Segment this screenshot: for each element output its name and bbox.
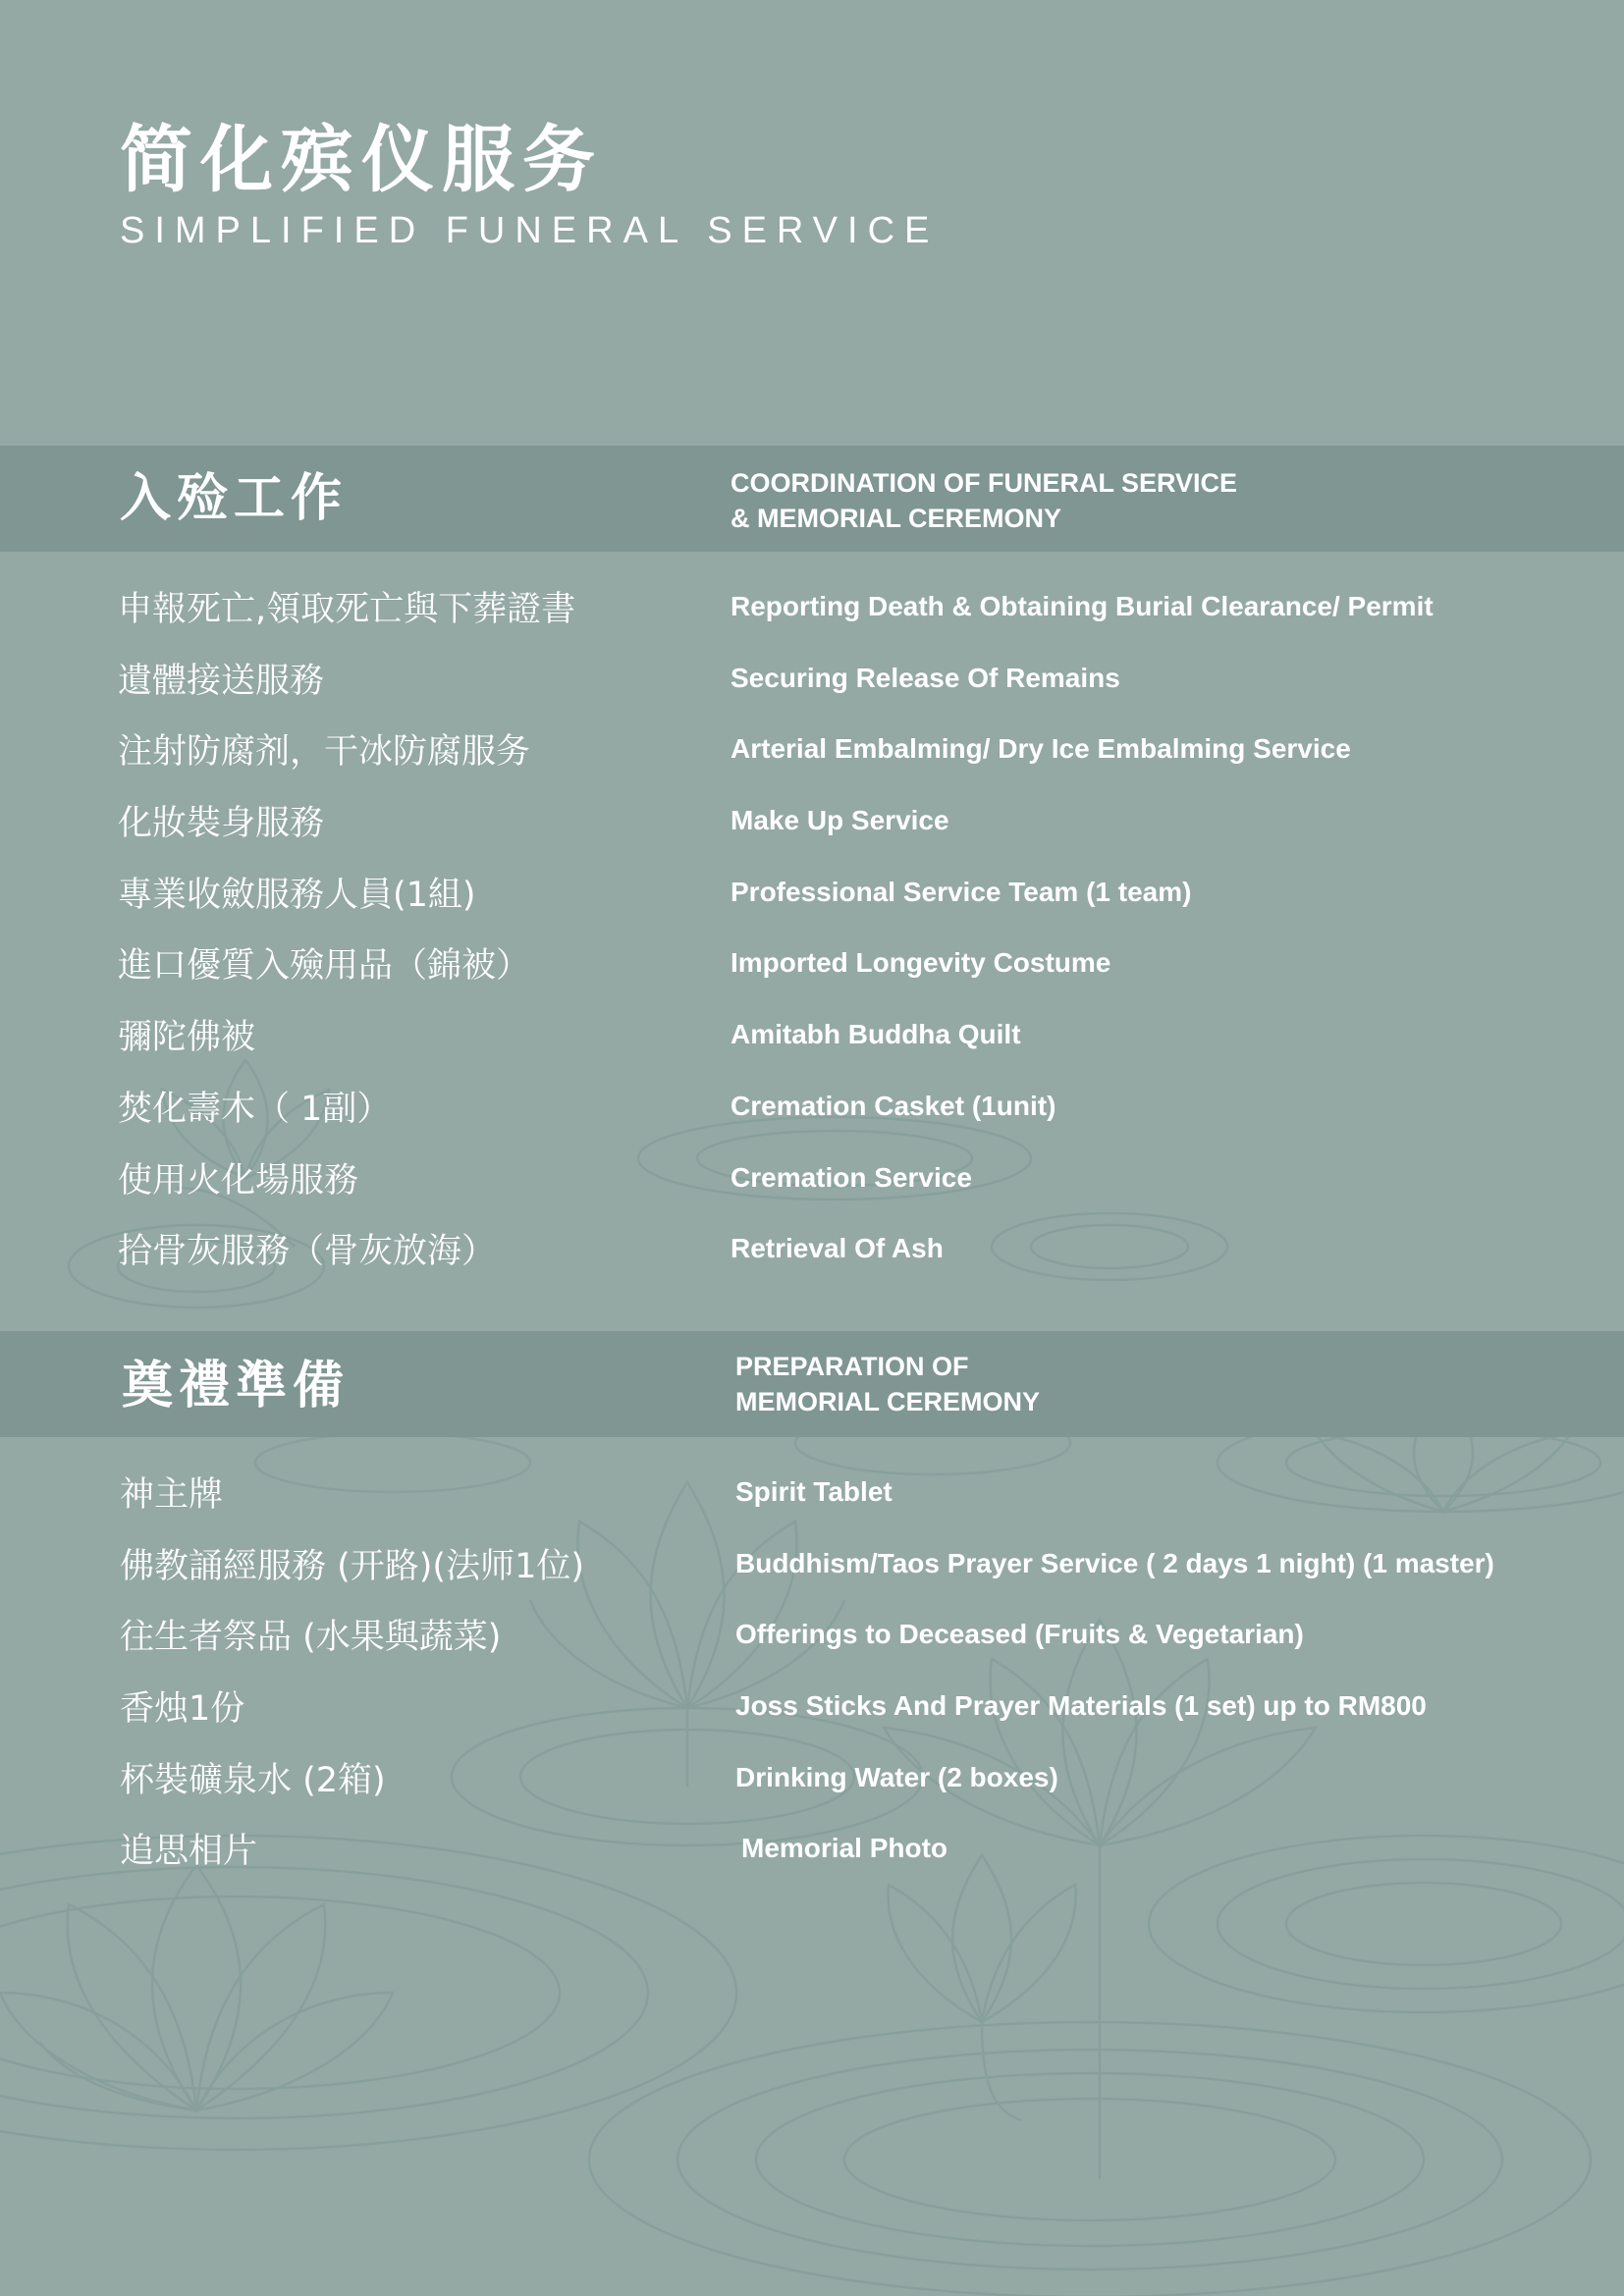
list-item — [0, 875, 1624, 946]
service-name-english: Joss Sticks And Prayer Materials (1 set) up to RM800 — [735, 1690, 1427, 1722]
section-2-title-english — [735, 1349, 1040, 1419]
list-item — [0, 1760, 1624, 1832]
section-2-service-list — [0, 1474, 1624, 1902]
list-item — [0, 1617, 1624, 1688]
page-title-english: SIMPLIFIED FUNERAL SERVICE — [120, 210, 940, 251]
section-1-title-chinese: 入殓工作 — [120, 469, 349, 528]
service-name-chinese: 追思相片 — [120, 1832, 258, 1872]
service-name-chinese: 申報死亡,領取死亡與下葬證書 — [118, 590, 576, 629]
service-name-english: Cremation Casket (1unit) — [731, 1090, 1056, 1121]
list-item — [0, 589, 1624, 661]
service-name-chinese: 杯裝礦泉水 (2箱) — [120, 1760, 386, 1800]
list-item — [0, 661, 1624, 732]
list-item — [0, 1160, 1624, 1232]
list-item — [0, 1089, 1624, 1160]
list-item — [0, 1688, 1624, 1760]
service-name-chinese: 化妝裝身服務 — [118, 804, 325, 844]
service-name-english: Drinking Water (2 boxes) — [735, 1761, 1058, 1792]
service-name-english: Reporting Death & Obtaining Burial Clearance/ Permit — [731, 591, 1434, 621]
list-item — [0, 1831, 1624, 1902]
list-item — [0, 803, 1624, 875]
service-name-chinese: 遺體接送服務 — [118, 661, 325, 701]
service-name-chinese: 佛教誦經服務 (开路)(法师1位) — [120, 1546, 585, 1586]
service-name-english: Arterial Embalming/ Dry Ice Embalming Service — [731, 733, 1351, 765]
list-item — [0, 1474, 1624, 1546]
service-name-chinese: 專業收斂服務人員(1組) — [118, 875, 476, 915]
list-item — [0, 1546, 1624, 1618]
list-item — [0, 1017, 1624, 1089]
service-name-chinese: 焚化壽木（ 1副） — [118, 1089, 392, 1129]
page-title-chinese: 简化殡仪服务 — [120, 118, 603, 202]
service-name-english: Spirit Tablet — [735, 1476, 893, 1507]
section-2-title-english-line1: PREPARATION OF — [735, 1352, 969, 1381]
service-name-english: Securing Release Of Remains — [731, 662, 1120, 693]
section-1-title-english-line1: COORDINATION OF FUNERAL SERVICE — [731, 468, 1238, 498]
service-name-english: Buddhism/Taos Prayer Service ( 2 days 1 night) (1 master) — [735, 1547, 1494, 1578]
service-name-chinese: 香烛1份 — [120, 1689, 245, 1730]
service-name-english: Retrieval Of Ash — [731, 1233, 944, 1264]
service-name-chinese: 彌陀佛被 — [118, 1018, 256, 1058]
section-2-title-chinese: 奠禮準備 — [122, 1357, 351, 1415]
service-name-chinese: 注射防腐剂，干冰防腐服务 — [118, 732, 531, 773]
list-item — [0, 945, 1624, 1017]
service-name-chinese: 進口優質入殮用品（錦被） — [118, 946, 531, 987]
service-name-chinese: 拾骨灰服務（骨灰放海） — [118, 1232, 497, 1272]
section-1-title-english — [731, 465, 1237, 536]
service-name-english: Cremation Service — [731, 1161, 972, 1193]
page-header — [120, 116, 939, 253]
list-item — [0, 731, 1624, 803]
section-2-title-english-line2: MEMORIAL CEREMONY — [735, 1387, 1041, 1416]
section-1-title-english-line2: & MEMORIAL CEREMONY — [731, 504, 1062, 533]
service-name-english: Amitabh Buddha Quilt — [731, 1019, 1021, 1050]
service-name-english: Offerings to Deceased (Fruits & Vegetarian) — [735, 1619, 1304, 1650]
service-name-chinese: 神主牌 — [120, 1475, 224, 1515]
service-name-english: Make Up Service — [731, 805, 949, 836]
list-item — [0, 1231, 1624, 1303]
service-name-english: Memorial Photo — [741, 1833, 948, 1864]
service-name-chinese: 往生者祭品 (水果與蔬菜) — [120, 1618, 502, 1658]
service-name-english: Professional Service Team (1 team) — [731, 876, 1192, 907]
section-1-service-list — [0, 589, 1624, 1303]
service-name-chinese: 使用火化場服務 — [118, 1160, 359, 1201]
service-name-english: Imported Longevity Costume — [731, 947, 1111, 979]
